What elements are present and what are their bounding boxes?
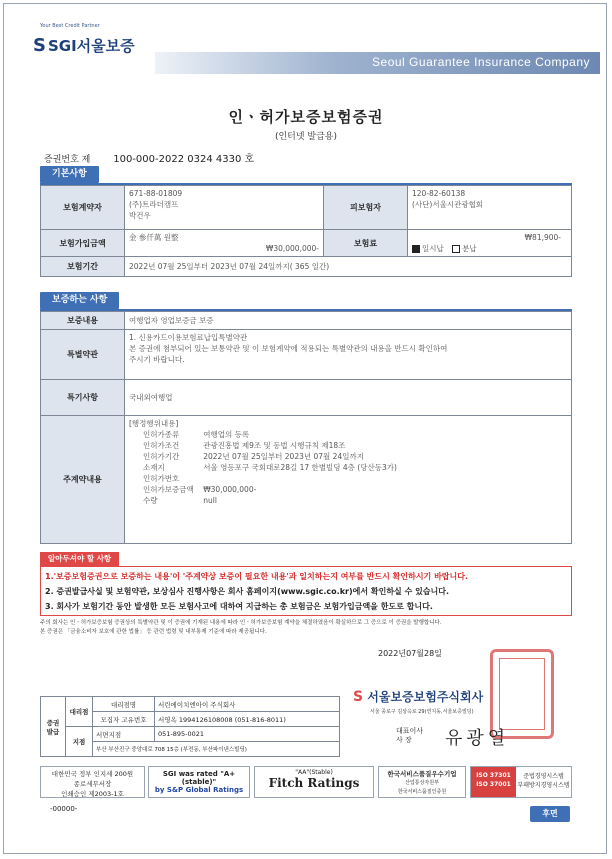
iso-line: ISO 37301 (476, 772, 511, 779)
insured-value (408, 186, 572, 230)
ks-quality-badge (378, 766, 466, 798)
sgi-logo (33, 35, 135, 56)
header-band (155, 52, 600, 74)
document-subtitle: (인터넷 발급용) (274, 132, 338, 142)
iso-right-line: 부패방지경영시스템 (517, 782, 570, 789)
branch-phone: 051-895-0021 (155, 727, 340, 742)
insured-line: (사단)서울시관광협회 (412, 200, 484, 209)
unchecked-box-icon (452, 245, 460, 253)
company-name (353, 688, 483, 705)
sgi-s-icon: S (353, 689, 364, 705)
fine-print (40, 619, 572, 637)
agent-label: 대리점 (66, 697, 93, 727)
main-rows (143, 429, 397, 506)
band-text: Seoul Guarantee Insurance Company (372, 55, 590, 69)
cert-label: 증권번호 제 (44, 155, 91, 165)
special-line: 1. 신용카드이용보험료납입특별약관 (129, 333, 248, 342)
sp-rating-badge (148, 766, 250, 798)
sgi-s-icon: S (33, 35, 46, 56)
policyholder-line: 671-88-01809 (129, 189, 183, 198)
content-value: 여행업자 영업보증금 보증 (125, 312, 572, 330)
tagline: Your Best Credit Partner (40, 23, 100, 29)
special-value (125, 330, 572, 380)
amount-words: 金 參仟萬 원整 (129, 233, 179, 242)
company-name-text: 서울보증보험주식회사 (367, 690, 484, 704)
extra-label: 특기사항 (41, 380, 125, 416)
main-val: 여행업의 등록 (203, 430, 250, 439)
premium-value (408, 230, 572, 257)
main-val: ₩30,000,000- (203, 485, 257, 494)
policyholder-value (125, 186, 324, 230)
cert-number (44, 150, 254, 165)
issue-table (40, 696, 340, 757)
special-line: 주시기 바랍니다. (129, 355, 185, 364)
main-key: 인허가기간 (143, 452, 180, 461)
main-head: [행정행위내용] (129, 419, 179, 428)
main-label: 주계약내용 (41, 416, 125, 544)
premium-label: 보험료 (324, 230, 408, 257)
notice-box (40, 566, 572, 616)
main-val: 2022년 07월 25일부터 2023년 07월 24일까지 (203, 452, 364, 461)
notice-line: 1.'보증보험증권으로 보증하는 내용'이 '주계약상 보증이 필요한 내용'과 일치하는지 여부를 반드시 확인하시기 바랍니다. (45, 572, 469, 581)
insured-label: 피보험자 (324, 186, 408, 230)
fitch-rating-badge (254, 766, 374, 798)
section-basic: 기본사항 (40, 166, 99, 183)
section-notice: 알아두셔야 할 사항 (40, 552, 119, 566)
policyholder-label: 보험계약자 (41, 186, 125, 230)
ceo-title (396, 727, 423, 745)
fine-line: 주의 회사는 인ㆍ허가보증보험 증권상의 특별약관 및 이 증권에 기재된 내용에 따라 인ㆍ허가보증보험 계약을 체결하였음이 확실하므로 그 증으로 이 증권을 발행합니다. (40, 620, 442, 626)
company-address: 서울 종로구 김상옥로 29(연지동,서울보증빌딩) (370, 709, 474, 715)
fitch-text: Fitch Ratings (268, 776, 360, 790)
page-number: -00000- (50, 805, 78, 813)
agent-name: 서린에이치엔아이 주식회사 (155, 697, 340, 712)
extra-value: 국내외여행업 (125, 380, 572, 416)
ks-line: 한국서비스품질우수기업 (387, 770, 457, 778)
premium-option-2: 분납 (462, 244, 477, 253)
sp-bottom: by S&P Global Ratings (154, 786, 244, 794)
insured-line: 120-82-60138 (412, 189, 466, 198)
tax-line: 대한민국 정부 인지세 200원 (51, 770, 134, 778)
tax-stamp-box (40, 766, 145, 798)
fitch-top: "AA"(Stable) (295, 769, 333, 776)
policyholder-line: (주)트라더캠프 (129, 200, 179, 209)
premium-number: ₩81,900- (524, 233, 561, 242)
iso-right-line: 준법경영시스템 (523, 773, 564, 780)
period-value: 2022년 07월 25일부터 2023년 07월 24일까지( 365 일간) (125, 257, 572, 277)
section-guarantee: 보증하는 사항 (40, 292, 119, 309)
ceo-signature: 유광열 (445, 728, 510, 749)
content-label: 보증내용 (41, 312, 125, 330)
main-key: 수량 (143, 496, 158, 505)
main-val: null (203, 496, 217, 505)
notice-line: 2. 증권발급사실 및 보험약관, 보상심사 진행사항은 회사 홈페이지(www.sgic.co.kr)에서 확인하실 수 있습니다. (45, 587, 450, 596)
amount-value (125, 230, 324, 257)
logo-text: SGI서울보증 (47, 37, 135, 55)
iso-badge (470, 766, 572, 798)
policyholder-line: 박건우 (129, 211, 151, 220)
checked-box-icon (412, 245, 420, 253)
cert-value: 100-000-2022 0324 4330 호 (113, 154, 255, 165)
document-title: 인ㆍ허가보증보험증권 (228, 108, 384, 126)
main-value (125, 416, 572, 544)
branch-name: 서면지점 (93, 727, 155, 742)
amount-number: ₩30,000,000- (265, 244, 319, 253)
main-key: 인허가번호 (143, 474, 180, 483)
tax-line: 인쇄승인 제2003-1호 (61, 790, 124, 798)
ceo-subtitle: 사 장 (396, 736, 412, 744)
special-label: 특별약관 (41, 330, 125, 380)
agent-name-label: 대리점명 (93, 697, 155, 712)
ks-line: 산업통상자원부 (405, 780, 439, 786)
period-label: 보험기간 (41, 257, 125, 277)
fine-line: 본 증권은 「금융소비자 보호에 관한 법률」 등 관련 법령 및 내부통제 기준에 따라 제공됩니다. (40, 629, 267, 635)
agent-staff-label: 모집자 고유번호 (93, 712, 155, 727)
ks-line: 한국서비스품질인증원 (397, 789, 447, 795)
special-line: 본 증권에 첨부되어 있는 보통약관 및 이 보험계약에 적용되는 특별약관의 내용을 반드시 확인하여 (129, 344, 448, 353)
main-val (203, 473, 397, 484)
basic-table (40, 185, 572, 277)
notice-line: 3. 회사가 보험기간 동안 발생한 모든 보험사고에 대하여 지급하는 총 보험금은 보험가입금액을 한도로 합니다. (45, 602, 433, 611)
main-val: 관광진흥법 제9조 및 동법 시행규칙 제18조 (203, 441, 346, 450)
main-key: 인허가종류 (143, 430, 180, 439)
branch-label: 지점 (66, 727, 93, 757)
premium-option-1: 일시납 (422, 244, 444, 253)
agent-staff: 서영옥 1994126108008 (051-816-8011) (155, 712, 340, 727)
main-key: 소재지 (143, 463, 165, 472)
main-key: 인허가조건 (143, 441, 180, 450)
ceo-title-text: 대표이사 (396, 727, 424, 735)
iso-line: ISO 37001 (476, 781, 511, 788)
issue-label: 증권발급 (41, 697, 66, 757)
tax-line: 종로세무서장 (73, 780, 112, 788)
branch-address: 부산 부산진구 중앙대로 708 15층 (부전동, 부산파이낸스빌딩) (93, 742, 340, 757)
issue-date: 2022년07월28일 (378, 649, 442, 658)
main-key: 인허가보증금액 (143, 485, 194, 494)
main-val: 서울 영등포구 국회대로28길 17 한별빌딩 4층 (당산동3가) (203, 463, 397, 472)
guarantee-table (40, 311, 572, 544)
sp-top: SGI was rated "A+(stable)" (162, 770, 236, 786)
back-side-button[interactable]: 후면 (530, 806, 570, 822)
amount-label: 보험가입금액 (41, 230, 125, 257)
